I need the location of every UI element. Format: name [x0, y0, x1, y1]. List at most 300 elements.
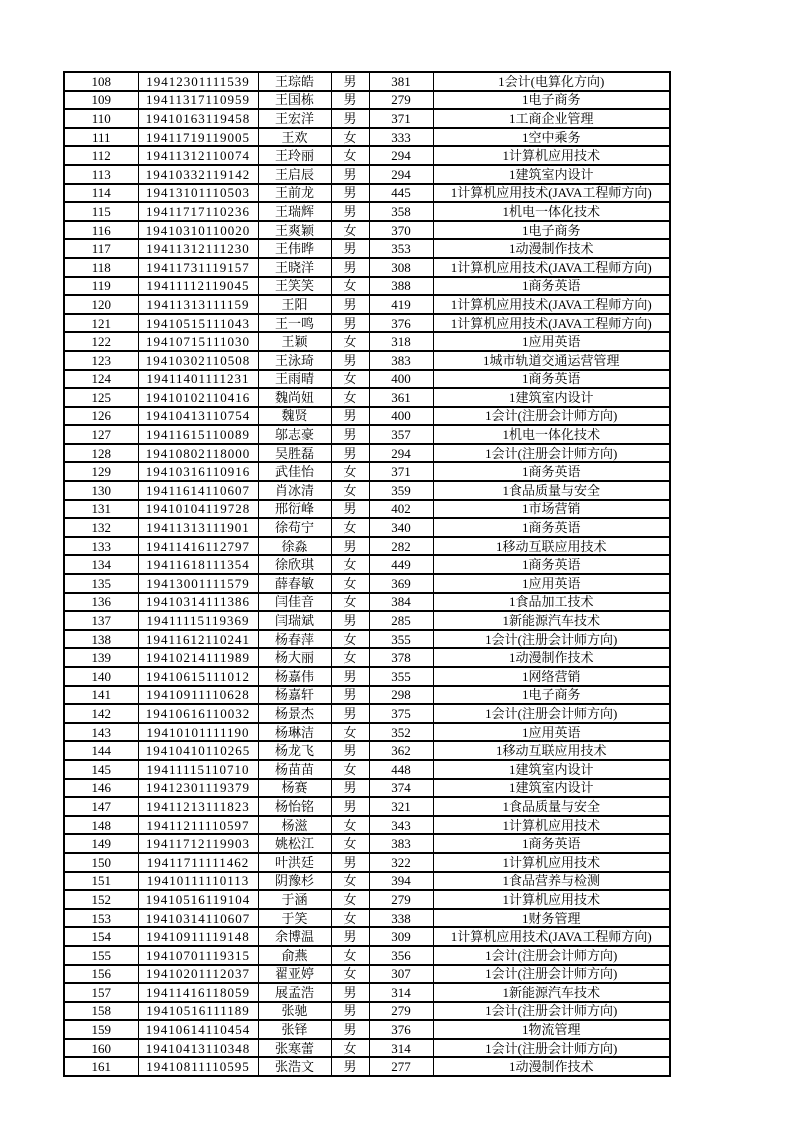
table-row	[64, 555, 670, 574]
gender-cell: 男	[331, 184, 369, 203]
gender-cell: 女	[331, 648, 369, 667]
table-row	[64, 128, 670, 147]
name-cell: 邬志豪	[258, 425, 331, 444]
row-number-cell: 159	[64, 1020, 138, 1039]
gender-cell: 男	[331, 537, 369, 556]
name-cell: 杨嘉伟	[258, 667, 331, 686]
candidate-id-cell: 19410163119458	[138, 109, 258, 128]
table-row	[64, 295, 670, 314]
score-cell: 355	[369, 630, 433, 649]
score-cell: 277	[369, 1057, 433, 1076]
candidate-id-cell: 19410332119142	[138, 165, 258, 184]
name-cell: 魏尚妞	[258, 388, 331, 407]
table-row	[64, 611, 670, 630]
name-cell: 杨苗苗	[258, 760, 331, 779]
major-cell: 1商务英语	[433, 834, 670, 853]
candidate-id-cell: 19411719119005	[138, 128, 258, 147]
name-cell: 王伟晔	[258, 239, 331, 258]
gender-cell: 男	[331, 295, 369, 314]
candidate-id-cell: 19410410110265	[138, 741, 258, 760]
gender-cell: 男	[331, 91, 369, 110]
gender-cell: 男	[331, 351, 369, 370]
candidate-id-cell: 19410802118000	[138, 444, 258, 463]
score-cell: 449	[369, 555, 433, 574]
major-cell: 1计算机应用技术(JAVA工程师方向)	[433, 184, 670, 203]
row-number-cell: 139	[64, 648, 138, 667]
candidate-id-cell: 19411731119157	[138, 258, 258, 277]
candidate-id-cell: 19411312110074	[138, 146, 258, 165]
score-cell: 308	[369, 258, 433, 277]
table-row	[64, 462, 670, 481]
name-cell: 王爽颖	[258, 221, 331, 240]
major-cell: 1食品质量与安全	[433, 797, 670, 816]
table-row	[64, 630, 670, 649]
gender-cell: 女	[331, 760, 369, 779]
major-cell: 1计算机应用技术(JAVA工程师方向)	[433, 258, 670, 277]
table-row	[64, 91, 670, 110]
name-cell: 王启辰	[258, 165, 331, 184]
score-cell: 294	[369, 165, 433, 184]
score-cell: 279	[369, 1002, 433, 1021]
name-cell: 王前龙	[258, 184, 331, 203]
candidate-id-cell: 19410316110916	[138, 462, 258, 481]
major-cell: 1动漫制作技术	[433, 1057, 670, 1076]
major-cell: 1电子商务	[433, 686, 670, 705]
major-cell: 1移动互联应用技术	[433, 741, 670, 760]
row-number-cell: 142	[64, 704, 138, 723]
candidate-id-cell: 19410715111030	[138, 332, 258, 351]
score-cell: 309	[369, 927, 433, 946]
row-number-cell: 123	[64, 351, 138, 370]
gender-cell: 女	[331, 388, 369, 407]
name-cell: 杨嘉轩	[258, 686, 331, 705]
row-number-cell: 130	[64, 481, 138, 500]
major-cell: 1财务管理	[433, 909, 670, 928]
name-cell: 杨春萍	[258, 630, 331, 649]
score-cell: 279	[369, 890, 433, 909]
name-cell: 杨怡铭	[258, 797, 331, 816]
score-cell: 383	[369, 351, 433, 370]
candidate-id-cell: 19411612110241	[138, 630, 258, 649]
row-number-cell: 108	[64, 72, 138, 91]
gender-cell: 女	[331, 890, 369, 909]
row-number-cell: 116	[64, 221, 138, 240]
name-cell: 杨景杰	[258, 704, 331, 723]
gender-cell: 男	[331, 983, 369, 1002]
candidate-id-cell: 19410615111012	[138, 667, 258, 686]
score-cell: 314	[369, 1039, 433, 1058]
score-cell: 353	[369, 239, 433, 258]
score-cell: 338	[369, 909, 433, 928]
gender-cell: 女	[331, 574, 369, 593]
gender-cell: 女	[331, 593, 369, 612]
row-number-cell: 126	[64, 407, 138, 426]
gender-cell: 男	[331, 1057, 369, 1076]
major-cell: 1计算机应用技术	[433, 146, 670, 165]
table-row	[64, 239, 670, 258]
row-number-cell: 157	[64, 983, 138, 1002]
gender-cell: 男	[331, 165, 369, 184]
name-cell: 王阳	[258, 295, 331, 314]
row-number-cell: 125	[64, 388, 138, 407]
name-cell: 叶洪廷	[258, 853, 331, 872]
major-cell: 1动漫制作技术	[433, 239, 670, 258]
candidate-id-cell: 19410413110348	[138, 1039, 258, 1058]
major-cell: 1新能源汽车技术	[433, 611, 670, 630]
candidate-id-cell: 19411711111462	[138, 853, 258, 872]
gender-cell: 女	[331, 630, 369, 649]
candidate-id-cell: 19411312111230	[138, 239, 258, 258]
name-cell: 薛春敏	[258, 574, 331, 593]
score-cell: 388	[369, 277, 433, 296]
row-number-cell: 155	[64, 946, 138, 965]
table-row	[64, 1002, 670, 1021]
table-row	[64, 760, 670, 779]
major-cell: 1物流管理	[433, 1020, 670, 1039]
row-number-cell: 109	[64, 91, 138, 110]
score-cell: 400	[369, 370, 433, 389]
gender-cell: 女	[331, 518, 369, 537]
candidate-id-cell: 19413101110503	[138, 184, 258, 203]
major-cell: 1会计(注册会计师方向)	[433, 444, 670, 463]
name-cell: 杨龙飞	[258, 741, 331, 760]
row-number-cell: 156	[64, 965, 138, 984]
name-cell: 王颖	[258, 332, 331, 351]
candidate-id-cell: 19411717110236	[138, 202, 258, 221]
table-row	[64, 184, 670, 203]
name-cell: 邢衍峰	[258, 500, 331, 519]
major-cell: 1会计(注册会计师方向)	[433, 630, 670, 649]
score-cell: 352	[369, 723, 433, 742]
major-cell: 1动漫制作技术	[433, 648, 670, 667]
row-number-cell: 112	[64, 146, 138, 165]
gender-cell: 女	[331, 816, 369, 835]
major-cell: 1计算机应用技术(JAVA工程师方向)	[433, 295, 670, 314]
candidate-id-cell: 19410515111043	[138, 314, 258, 333]
table-row	[64, 332, 670, 351]
row-number-cell: 149	[64, 834, 138, 853]
score-cell: 357	[369, 425, 433, 444]
gender-cell: 男	[331, 704, 369, 723]
row-number-cell: 160	[64, 1039, 138, 1058]
row-number-cell: 124	[64, 370, 138, 389]
score-cell: 378	[369, 648, 433, 667]
gender-cell: 女	[331, 872, 369, 891]
score-cell: 370	[369, 221, 433, 240]
candidate-id-cell: 19410911110628	[138, 686, 258, 705]
name-cell: 闫佳音	[258, 593, 331, 612]
score-cell: 384	[369, 593, 433, 612]
score-cell: 445	[369, 184, 433, 203]
row-number-cell: 152	[64, 890, 138, 909]
table-row	[64, 518, 670, 537]
gender-cell: 男	[331, 425, 369, 444]
score-cell: 282	[369, 537, 433, 556]
name-cell: 王宏洋	[258, 109, 331, 128]
row-number-cell: 121	[64, 314, 138, 333]
gender-cell: 男	[331, 1002, 369, 1021]
row-number-cell: 135	[64, 574, 138, 593]
major-cell: 1商务英语	[433, 370, 670, 389]
major-cell: 1会计(注册会计师方向)	[433, 1039, 670, 1058]
table-row	[64, 425, 670, 444]
major-cell: 1建筑室内设计	[433, 760, 670, 779]
row-number-cell: 129	[64, 462, 138, 481]
score-cell: 298	[369, 686, 433, 705]
name-cell: 肖冰清	[258, 481, 331, 500]
table-row	[64, 983, 670, 1002]
candidate-id-cell: 19413001111579	[138, 574, 258, 593]
table-row	[64, 388, 670, 407]
row-number-cell: 146	[64, 779, 138, 798]
row-number-cell: 132	[64, 518, 138, 537]
score-cell: 318	[369, 332, 433, 351]
score-cell: 400	[369, 407, 433, 426]
gender-cell: 男	[331, 407, 369, 426]
major-cell: 1网络营销	[433, 667, 670, 686]
candidate-id-cell: 19410314110607	[138, 909, 258, 928]
name-cell: 武佳怡	[258, 462, 331, 481]
gender-cell: 男	[331, 500, 369, 519]
major-cell: 1计算机应用技术	[433, 853, 670, 872]
table-row	[64, 537, 670, 556]
table-row	[64, 741, 670, 760]
name-cell: 展孟浩	[258, 983, 331, 1002]
name-cell: 杨琳洁	[258, 723, 331, 742]
gender-cell: 女	[331, 370, 369, 389]
table-row	[64, 72, 670, 91]
row-number-cell: 115	[64, 202, 138, 221]
name-cell: 王瑞辉	[258, 202, 331, 221]
table-row	[64, 648, 670, 667]
major-cell: 1机电一体化技术	[433, 425, 670, 444]
name-cell: 杨大丽	[258, 648, 331, 667]
table-row	[64, 816, 670, 835]
row-number-cell: 143	[64, 723, 138, 742]
gender-cell: 男	[331, 202, 369, 221]
candidate-id-cell: 19411401111231	[138, 370, 258, 389]
score-cell: 369	[369, 574, 433, 593]
score-cell: 358	[369, 202, 433, 221]
table-row	[64, 574, 670, 593]
candidate-id-cell: 19410614110454	[138, 1020, 258, 1039]
table-row	[64, 927, 670, 946]
score-cell: 402	[369, 500, 433, 519]
gender-cell: 男	[331, 239, 369, 258]
candidate-id-cell: 19411213111823	[138, 797, 258, 816]
gender-cell: 男	[331, 444, 369, 463]
name-cell: 翟亚婷	[258, 965, 331, 984]
table-row	[64, 686, 670, 705]
student-table-body	[64, 72, 670, 1076]
row-number-cell: 114	[64, 184, 138, 203]
score-cell: 419	[369, 295, 433, 314]
name-cell: 张寒蕾	[258, 1039, 331, 1058]
candidate-id-cell: 19410701119315	[138, 946, 258, 965]
name-cell: 王国栋	[258, 91, 331, 110]
gender-cell: 女	[331, 909, 369, 928]
score-cell: 359	[369, 481, 433, 500]
name-cell: 杨赛	[258, 779, 331, 798]
name-cell: 张铎	[258, 1020, 331, 1039]
score-cell: 375	[369, 704, 433, 723]
gender-cell: 男	[331, 1020, 369, 1039]
major-cell: 1商务英语	[433, 518, 670, 537]
gender-cell: 女	[331, 723, 369, 742]
table-row	[64, 1039, 670, 1058]
row-number-cell: 128	[64, 444, 138, 463]
score-cell: 376	[369, 314, 433, 333]
name-cell: 闫瑞斌	[258, 611, 331, 630]
name-cell: 吴胜磊	[258, 444, 331, 463]
major-cell: 1会计(注册会计师方向)	[433, 946, 670, 965]
major-cell: 1计算机应用技术	[433, 816, 670, 835]
name-cell: 杨滋	[258, 816, 331, 835]
score-cell: 383	[369, 834, 433, 853]
candidate-id-cell: 19411112119045	[138, 277, 258, 296]
score-cell: 376	[369, 1020, 433, 1039]
table-row	[64, 909, 670, 928]
table-row	[64, 834, 670, 853]
table-row	[64, 667, 670, 686]
name-cell: 王玲丽	[258, 146, 331, 165]
table-row	[64, 946, 670, 965]
candidate-id-cell: 19410214111989	[138, 648, 258, 667]
candidate-id-cell: 19411615110089	[138, 425, 258, 444]
candidate-id-cell: 19411712119903	[138, 834, 258, 853]
name-cell: 张浩文	[258, 1057, 331, 1076]
table-row	[64, 407, 670, 426]
candidate-id-cell: 19410104119728	[138, 500, 258, 519]
row-number-cell: 133	[64, 537, 138, 556]
score-cell: 307	[369, 965, 433, 984]
row-number-cell: 138	[64, 630, 138, 649]
candidate-id-cell: 19410314111386	[138, 593, 258, 612]
table-row	[64, 593, 670, 612]
name-cell: 王一鸣	[258, 314, 331, 333]
candidate-id-cell: 19411115119369	[138, 611, 258, 630]
row-number-cell: 151	[64, 872, 138, 891]
major-cell: 1商务英语	[433, 462, 670, 481]
score-cell: 356	[369, 946, 433, 965]
table-row	[64, 779, 670, 798]
gender-cell: 女	[331, 462, 369, 481]
table-row	[64, 890, 670, 909]
major-cell: 1建筑室内设计	[433, 779, 670, 798]
candidate-id-cell: 19410516119104	[138, 890, 258, 909]
table-row	[64, 853, 670, 872]
gender-cell: 男	[331, 611, 369, 630]
name-cell: 余博温	[258, 927, 331, 946]
gender-cell: 男	[331, 72, 369, 91]
major-cell: 1市场营销	[433, 500, 670, 519]
row-number-cell: 122	[64, 332, 138, 351]
row-number-cell: 110	[64, 109, 138, 128]
major-cell: 1食品质量与安全	[433, 481, 670, 500]
gender-cell: 男	[331, 109, 369, 128]
row-number-cell: 153	[64, 909, 138, 928]
major-cell: 1电子商务	[433, 91, 670, 110]
name-cell: 徐欣琪	[258, 555, 331, 574]
gender-cell: 男	[331, 853, 369, 872]
row-number-cell: 158	[64, 1002, 138, 1021]
gender-cell: 女	[331, 555, 369, 574]
row-number-cell: 111	[64, 128, 138, 147]
candidate-id-cell: 19410302110508	[138, 351, 258, 370]
major-cell: 1计算机应用技术(JAVA工程师方向)	[433, 927, 670, 946]
candidate-id-cell: 19410516111189	[138, 1002, 258, 1021]
candidate-id-cell: 19410911119148	[138, 927, 258, 946]
table-row	[64, 1057, 670, 1076]
table-row	[64, 444, 670, 463]
row-number-cell: 118	[64, 258, 138, 277]
major-cell: 1计算机应用技术	[433, 890, 670, 909]
score-cell: 294	[369, 444, 433, 463]
gender-cell: 男	[331, 258, 369, 277]
table-row	[64, 146, 670, 165]
score-cell: 355	[369, 667, 433, 686]
major-cell: 1空中乘务	[433, 128, 670, 147]
table-row	[64, 314, 670, 333]
gender-cell: 男	[331, 667, 369, 686]
gender-cell: 女	[331, 481, 369, 500]
table-row	[64, 872, 670, 891]
candidate-id-cell: 19411115110710	[138, 760, 258, 779]
score-cell: 371	[369, 109, 433, 128]
row-number-cell: 136	[64, 593, 138, 612]
name-cell: 王琮皓	[258, 72, 331, 91]
score-cell: 321	[369, 797, 433, 816]
candidate-id-cell: 19410111110113	[138, 872, 258, 891]
name-cell: 张驰	[258, 1002, 331, 1021]
table-row	[64, 500, 670, 519]
candidate-id-cell: 19412301111539	[138, 72, 258, 91]
table-row	[64, 370, 670, 389]
row-number-cell: 134	[64, 555, 138, 574]
gender-cell: 男	[331, 686, 369, 705]
major-cell: 1移动互联应用技术	[433, 537, 670, 556]
candidate-id-cell: 19411313111901	[138, 518, 258, 537]
major-cell: 1会计(注册会计师方向)	[433, 704, 670, 723]
major-cell: 1电子商务	[433, 221, 670, 240]
gender-cell: 女	[331, 834, 369, 853]
gender-cell: 女	[331, 277, 369, 296]
gender-cell: 女	[331, 146, 369, 165]
score-cell: 333	[369, 128, 433, 147]
row-number-cell: 137	[64, 611, 138, 630]
gender-cell: 女	[331, 221, 369, 240]
score-cell: 343	[369, 816, 433, 835]
score-cell: 340	[369, 518, 433, 537]
table-row	[64, 202, 670, 221]
row-number-cell: 147	[64, 797, 138, 816]
candidate-id-cell: 19410310110020	[138, 221, 258, 240]
major-cell: 1建筑室内设计	[433, 165, 670, 184]
name-cell: 王雨晴	[258, 370, 331, 389]
row-number-cell: 131	[64, 500, 138, 519]
score-cell: 371	[369, 462, 433, 481]
score-cell: 394	[369, 872, 433, 891]
row-number-cell: 150	[64, 853, 138, 872]
major-cell: 1应用英语	[433, 574, 670, 593]
row-number-cell: 140	[64, 667, 138, 686]
row-number-cell: 161	[64, 1057, 138, 1076]
table-row	[64, 277, 670, 296]
row-number-cell: 119	[64, 277, 138, 296]
name-cell: 魏贤	[258, 407, 331, 426]
gender-cell: 女	[331, 332, 369, 351]
table-row	[64, 351, 670, 370]
